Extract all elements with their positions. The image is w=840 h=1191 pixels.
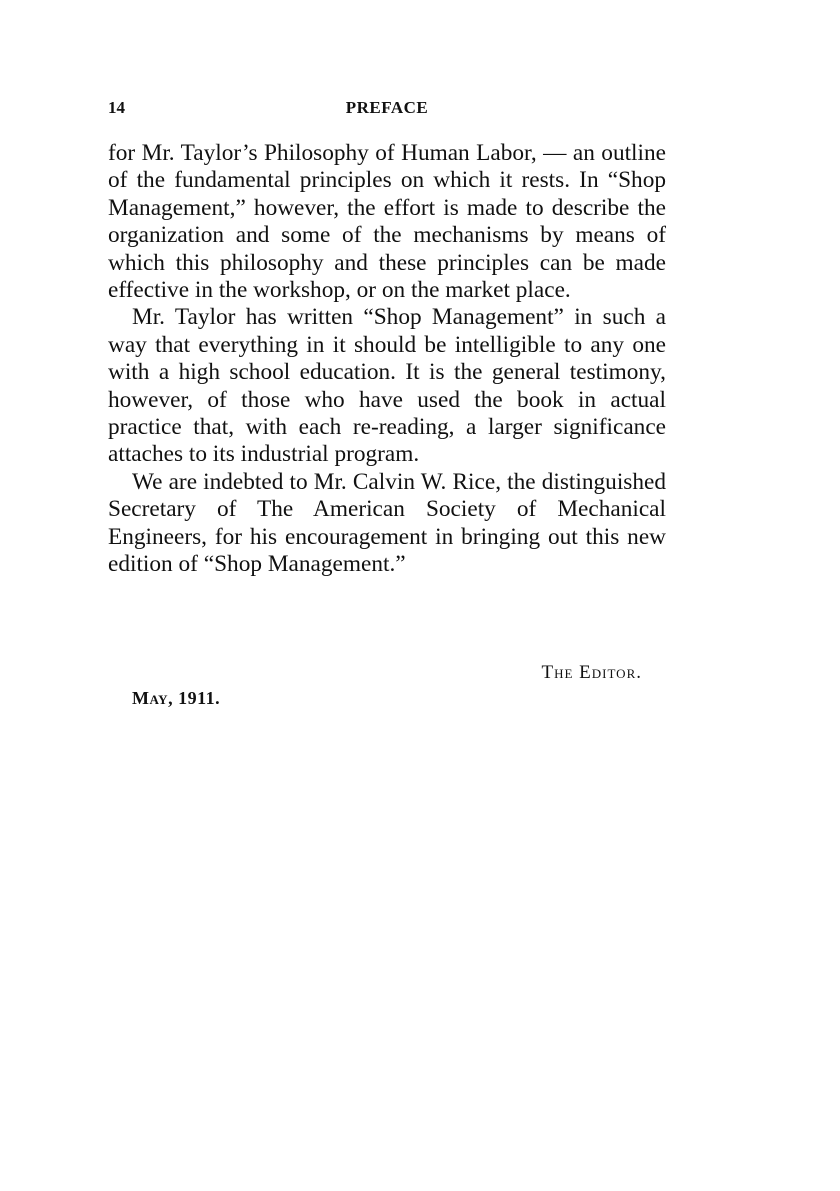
paragraph: We are indebted to Mr. Calvin W. Rice, the distinguished Secretary of The American Society of Mechanical Engineers, for his encouragement in bringing out this new edition of “Shop Management.” bbox=[108, 468, 666, 578]
body-text bbox=[108, 140, 666, 579]
running-title: PREFACE bbox=[345, 98, 429, 117]
editor-signature: The Editor. bbox=[541, 662, 642, 683]
running-head bbox=[108, 98, 666, 122]
page-number: 14 bbox=[108, 98, 125, 117]
paragraph-continued: for Mr. Taylor’s Philosophy of Human Labor, — an outline of the fundamental principles on which it rests. In “Shop Management,” however, the effort is made to describe the organization and some of the mechanisms by means of which this philosophy and these principles can be made effective in the workshop, or on the market place. bbox=[108, 140, 666, 304]
paragraph: Mr. Taylor has written “Shop Management” in such a way that everything in it should be intelligible to any one with a high school education. It is the general testimony, however, of those who have used the book in actual practice that, with each re-reading, a larger significance attaches to its industrial program. bbox=[108, 304, 666, 468]
dateline: May, 1911. bbox=[132, 688, 221, 708]
